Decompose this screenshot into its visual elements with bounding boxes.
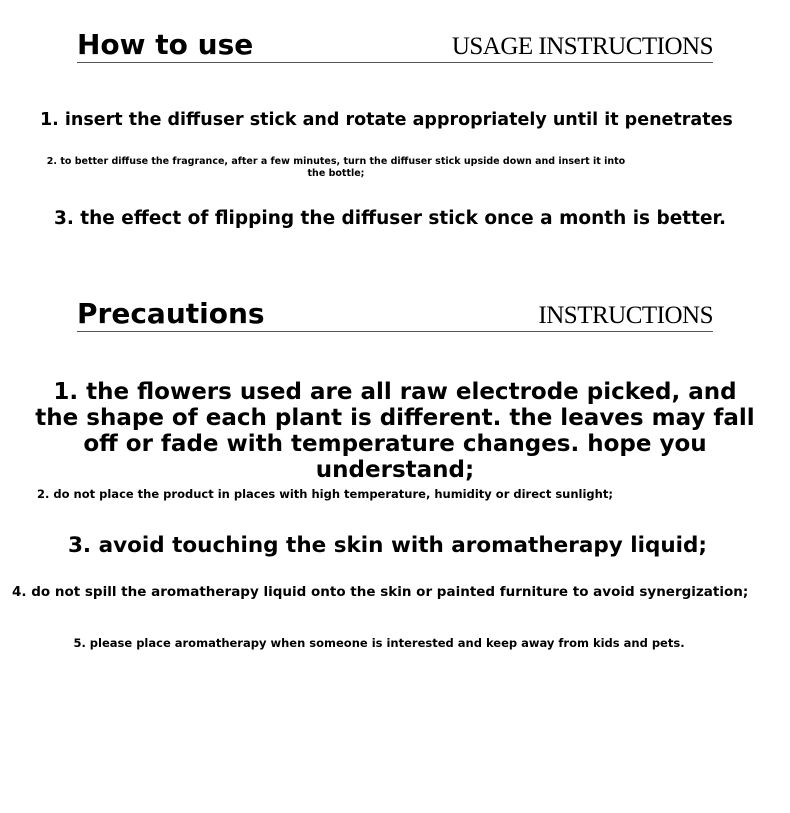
usage-instructions-subtitle: USAGE INSTRUCTIONS [451, 33, 713, 60]
precaution-item-4: 4. do not spill the aromatherapy liquid onto the skin or painted furniture to avoid synergization; [12, 584, 749, 600]
how-to-use-header [77, 24, 713, 63]
precautions-header [77, 294, 713, 332]
precautions-title: Precautions [77, 297, 265, 330]
precaution-item-2: 2. do not place the product in places with high temperature, humidity or direct sunlight; [37, 487, 613, 501]
usage-step-2: 2. to better diffuse the fragrance, after a few minutes, turn the diffuser stick upside down and insert it into the bottle; [46, 156, 626, 179]
usage-step-3: 3. the effect of flipping the diffuser stick once a month is better. [53, 208, 727, 229]
how-to-use-title: How to use [77, 28, 254, 61]
precaution-item-5: 5. please place aromatherapy when someone is interested and keep away from kids and pets. [73, 636, 685, 650]
usage-step-1: 1. insert the diffuser stick and rotate appropriately until it penetrates [40, 110, 733, 130]
instructions-subtitle: INSTRUCTIONS [538, 302, 713, 329]
precaution-item-3: 3. avoid touching the skin with aromatherapy liquid; [67, 533, 708, 558]
precaution-item-1: 1. the flowers used are all raw electrode picked, and the shape of each plant is different. the leaves may fall off or fade with temperature changes. hope you understand; [35, 379, 755, 483]
